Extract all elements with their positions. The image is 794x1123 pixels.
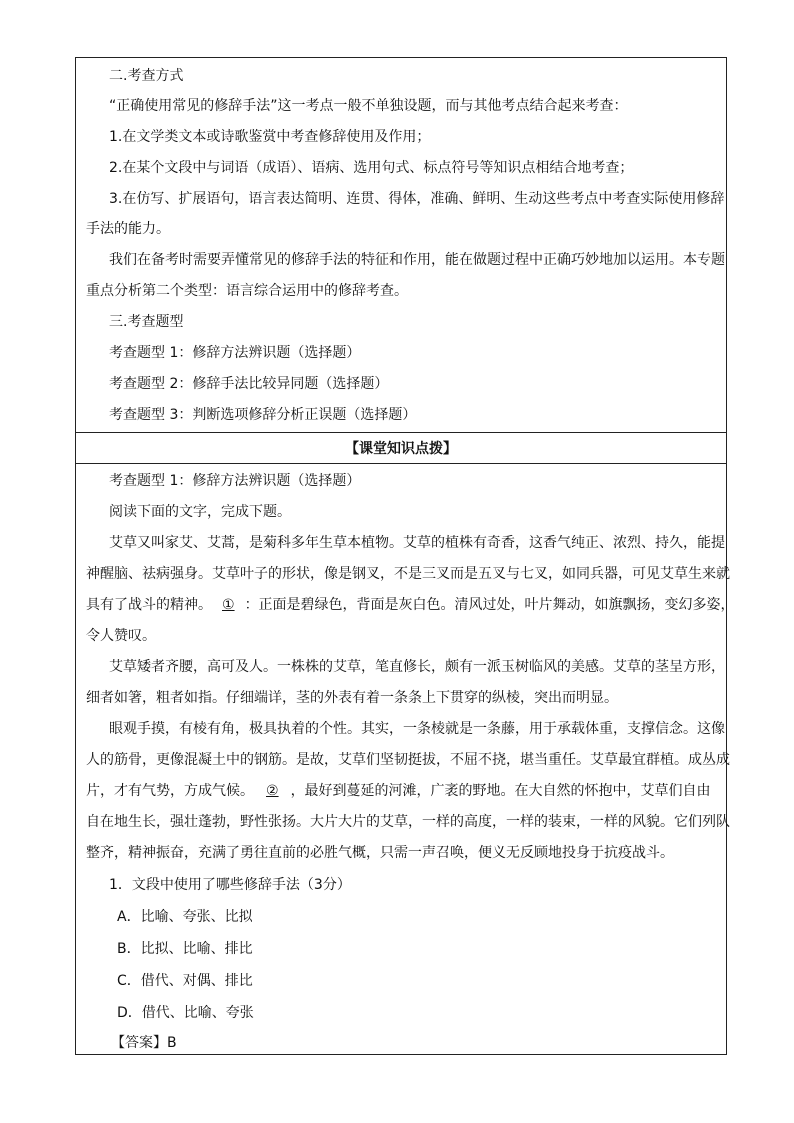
option-d: D．借代、比喻、夸张 xyxy=(117,1005,254,1021)
fill-blank-1: ① xyxy=(222,597,235,613)
method-item-1: 1.在文学类文本或诗歌鉴赏中考查修辞使用及作用； xyxy=(109,129,431,145)
method-para-line-2: 重点分析第二个类型：语言综合运用中的修辞考查。 xyxy=(86,283,408,299)
passage-p3-line-4: 自在地生长，强壮蓬勃，野性张扬。大片大片的艾草，一样的高度，一样的装束，一样的风貌。它们列队 xyxy=(86,814,730,830)
method-para-line-1: 我们在备考时需要弄懂常见的修辞手法的特征和作用，能在做题过程中正确巧妙地加以运用。本专题 xyxy=(109,252,725,268)
section-banner: 【课堂知识点拨】 xyxy=(345,441,457,457)
passage-text: 具有了战斗的精神。 xyxy=(86,597,212,613)
passage-p3-line-3 xyxy=(86,784,711,798)
question-stem: 1．文段中使用了哪些修辞手法（3分） xyxy=(109,877,351,893)
method-item-3-line-1: 3.在仿写、扩展语句，语言表达简明、连贯、得体，准确、鲜明、生动这些考点中考查实际使用修辞 xyxy=(109,191,725,207)
passage-text: ：正面是碧绿色，背面是灰白色。清风过处，叶片舞动，如旗飘扬，变幻多姿， xyxy=(244,597,735,613)
passage-p2-line-2: 细者如箸，粗者如指。仔细端详，茎的外表有着一条条上下贯穿的纵棱，突出而明显。 xyxy=(86,690,618,706)
passage-text: 片，才有气势，方成气候。 xyxy=(86,783,254,799)
method-item-3-line-2: 手法的能力。 xyxy=(86,221,170,237)
passage-p3-line-1: 眼观手摸，有棱有角，极具执着的个性。其实，一条棱就是一条藤，用于承载体重，支撑信念。这像 xyxy=(109,721,725,737)
option-c: C．借代、对偶、排比 xyxy=(117,973,253,989)
content-table xyxy=(75,57,735,1055)
passage-p1-line-3 xyxy=(86,598,735,612)
passage-text: ，最好到蔓延的河滩，广袤的野地。在大自然的怀抱中，艾草们自由 xyxy=(290,783,711,799)
option-b: B．比拟、比喻、排比 xyxy=(117,941,253,957)
passage-p2-line-1: 艾草矮者齐腰，高可及人。一株株的艾草，笔直修长，颇有一派玉树临风的美感。艾草的茎呈方形， xyxy=(109,659,725,675)
section-heading-types: 三.考查题型 xyxy=(109,314,184,330)
passage-p1-line-1: 艾草又叫家艾、艾蒿，是菊科多年生草本植物。艾草的植株有奇香，这香气纯正、浓烈、持久，能提 xyxy=(109,535,725,551)
reading-instruction: 阅读下面的文字，完成下题。 xyxy=(109,504,291,520)
section-intro: “正确使用常见的修辞手法”这一考点一般不单独设题，而与其他考点结合起来考查： xyxy=(109,98,628,114)
passage-p3-line-2: 人的筋骨，更像混凝土中的钢筋。是故，艾草们坚韧挺拔，不屈不挠，堪当重任。艾草最宜群植。成丛成 xyxy=(86,752,730,768)
fill-blank-2: ② xyxy=(266,783,279,799)
answer-line: 【答案】B xyxy=(111,1035,177,1051)
option-a: A．比喻、夸张、比拟 xyxy=(117,909,253,925)
table-divider xyxy=(76,463,726,464)
method-item-2: 2.在某个文段中与词语（成语）、语病、选用句式、标点符号等知识点相结合地考查； xyxy=(109,160,634,176)
passage-p3-line-5: 整齐，精神振奋，充满了勇往直前的必胜气概，只需一声召唤，便义无反顾地投身于抗疫战斗。 xyxy=(86,845,674,861)
lesson-type-label: 考查题型 1：修辞方法辨识题（选择题） xyxy=(109,473,361,489)
section-heading-method: 二.考查方式 xyxy=(109,68,184,84)
question-type-1: 考查题型 1：修辞方法辨识题（选择题） xyxy=(109,345,361,361)
table-divider xyxy=(76,432,726,433)
passage-p1-line-4: 令人赞叹。 xyxy=(86,628,156,644)
question-type-2: 考查题型 2：修辞手法比较异同题（选择题） xyxy=(109,376,389,392)
passage-p1-line-2: 神醒脑、祛病强身。艾草叶子的形状，像是钢叉，不是三叉而是五叉与七叉，如同兵器，可见艾草生来就 xyxy=(86,566,730,582)
question-type-3: 考查题型 3：判断选项修辞分析正误题（选择题） xyxy=(109,407,417,423)
